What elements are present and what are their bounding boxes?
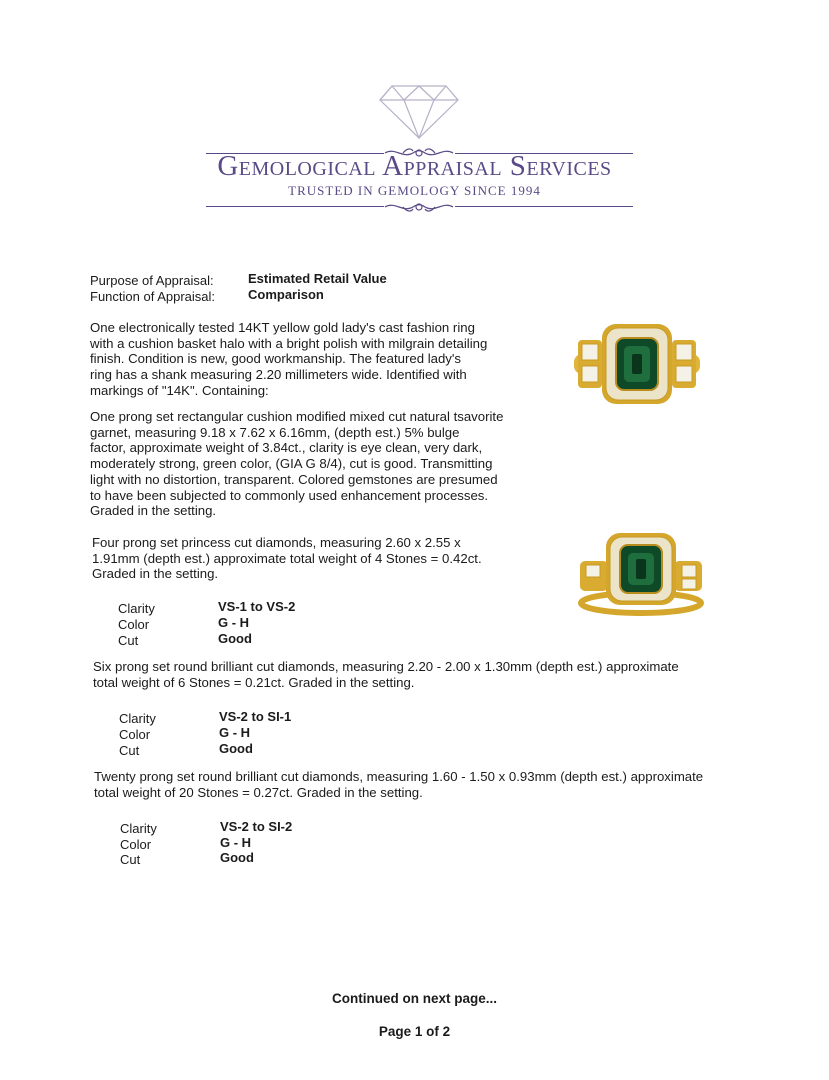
description-line: with a cushion basket halo with a bright polish with milgrain detailing [90,335,488,351]
clarity-label: Clarity [118,601,155,616]
cut-label: Cut [120,852,141,867]
continued-note: Continued on next page... [332,991,497,1006]
cut-value: Good [218,631,252,646]
center-stone-line: to have been subjected to commonly used enhancement processes. [90,487,489,503]
color-label: Color [120,837,152,852]
purpose-label: Purpose of Appraisal: [90,273,214,288]
color-value: G - H [218,615,250,630]
description-line: One electronically tested 14KT yellow gold lady's cast fashion ring [90,320,475,335]
color-label: Color [119,727,151,742]
page-number: Page 1 of 2 [378,1024,451,1039]
description-line: markings of "14K". Containing: [90,382,269,398]
diamond-line: 1.91mm (depth est.) approximate total weight of 4 Stones = 0.42ct. [92,550,482,566]
diamond-line: total weight of 20 Stones = 0.27ct. Graded in the setting. [94,784,423,800]
diamond-line: total weight of 6 Stones = 0.21ct. Graded in the setting. [93,674,415,690]
diamond-line: Twenty prong set round brilliant cut diamonds, measuring 1.60 - 1.50 x 0.93mm (depth est.) approximate [94,769,704,784]
flourish-ornament-icon [383,199,455,215]
color-value: G - H [219,725,251,740]
clarity-label: Clarity [119,711,156,726]
twenty-round-diamonds-description [94,769,744,800]
clarity-value: VS-2 to SI-1 [219,709,292,724]
princess-diamonds-description [92,535,532,582]
function-value: Comparison [248,287,324,302]
header-rule [206,206,384,207]
purpose-value: Estimated Retail Value [248,271,387,286]
color-value: G - H [220,835,252,850]
center-stone-description [90,409,530,519]
clarity-value: VS-2 to SI-2 [220,819,293,834]
diamond-line: Four prong set princess cut diamonds, measuring 2.60 x 2.55 x [92,535,461,550]
center-stone-line: garnet, measuring 9.18 x 7.62 x 6.16mm, (depth est.) 5% bulge [90,424,460,440]
diamond-line: Graded in the setting. [92,566,219,582]
six-round-diamonds-description [93,659,733,690]
company-tagline: TRUSTED IN GEMOLOGY SINCE 1994 [288,183,541,198]
diamond-line: Six prong set round brilliant cut diamonds, measuring 2.20 - 2.00 x 1.30mm (depth est.) approximate [93,659,679,674]
center-stone-line: Graded in the setting. [90,503,217,519]
description-line: finish. Condition is new, good workmanship. The featured lady's [90,351,462,367]
center-stone-line: moderately strong, green color, (GIA G 8/4), cut is good. Transmitting [90,456,493,472]
cut-label: Cut [119,743,140,758]
color-label: Color [118,617,150,632]
center-stone-line: factor, approximate weight of 3.84ct., clarity is eye clean, very dark, [90,440,483,456]
ring-photo-angled-view [578,529,704,617]
cut-value: Good [220,850,254,865]
center-stone-line: One prong set rectangular cushion modified mixed cut natural tsavorite [90,409,504,424]
diamond-logo-icon [378,84,460,140]
clarity-value: VS-1 to VS-2 [218,599,296,614]
ring-description [90,320,530,399]
ring-photo-top-view [574,320,700,408]
clarity-label: Clarity [120,821,157,836]
company-name: Gemological Appraisal Services [217,150,612,182]
cut-label: Cut [118,633,139,648]
function-label: Function of Appraisal: [90,289,216,304]
header-rule [455,206,633,207]
center-stone-line: light with no distortion, transparent. Colored gemstones are presumed [90,471,498,487]
description-line: ring has a shank measuring 2.20 millimeters wide. Identified with [90,367,467,383]
cut-value: Good [219,741,253,756]
